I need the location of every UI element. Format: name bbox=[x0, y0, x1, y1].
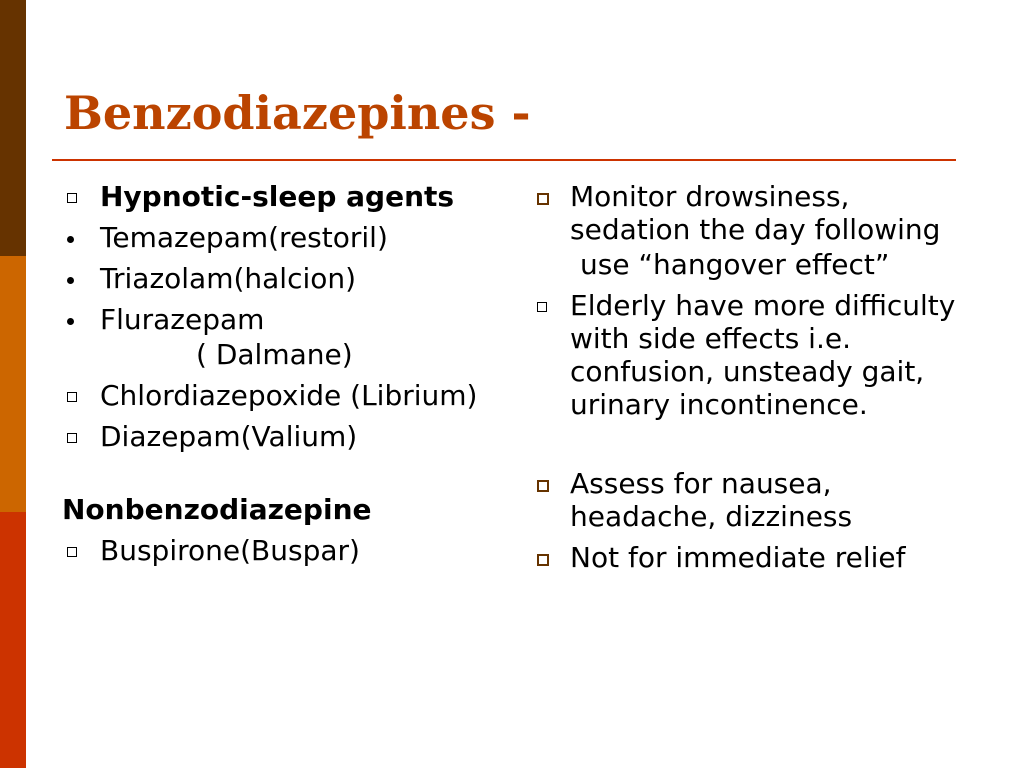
list-item-text: Buspirone(Buspar) bbox=[100, 534, 360, 567]
list-item-text: Elderly have more difficulty with side effects i.e. confusion, unsteady gait, urinary incontinence. bbox=[570, 289, 956, 421]
square-bullet-icon bbox=[67, 193, 77, 203]
slide-title: Benzodiazepines - bbox=[64, 86, 531, 140]
list-item-temazepam bbox=[62, 221, 482, 254]
list-item-flurazepam bbox=[62, 303, 482, 336]
square-bullet-icon bbox=[537, 480, 549, 492]
flurazepam-brand-note bbox=[62, 338, 482, 371]
list-item-assess-nausea bbox=[532, 467, 972, 533]
side-bar-segment-top bbox=[0, 0, 26, 256]
list-item-not-immediate bbox=[532, 541, 972, 574]
list-item-text: use “hangover effect” bbox=[580, 248, 890, 281]
list-item-text: ( Dalmane) bbox=[196, 338, 353, 371]
square-bullet-icon bbox=[537, 193, 549, 205]
side-bar-segment-middle bbox=[0, 256, 26, 512]
hangover-effect-note bbox=[532, 248, 972, 281]
nonbenzodiazepine-heading: Nonbenzodiazepine bbox=[62, 493, 372, 526]
list-item-diazepam bbox=[62, 420, 482, 453]
dot-bullet-icon bbox=[67, 277, 74, 284]
dot-bullet-icon bbox=[67, 318, 74, 325]
list-item-elderly bbox=[532, 289, 972, 421]
list-item-text: Monitor drowsiness, sedation the day following bbox=[570, 180, 941, 246]
spacer bbox=[62, 461, 482, 493]
list-item-text: Diazepam(Valium) bbox=[100, 420, 358, 453]
list-item-text: Hypnotic-sleep agents bbox=[100, 180, 455, 213]
list-item-triazolam bbox=[62, 262, 482, 295]
list-item-hypnotic-heading bbox=[62, 180, 482, 213]
list-item-text: Assess for nausea, headache, dizziness bbox=[570, 467, 853, 533]
dot-bullet-icon bbox=[67, 236, 74, 243]
square-bullet-icon bbox=[537, 302, 547, 312]
title-divider bbox=[52, 159, 956, 161]
list-item-text: Triazolam(halcion) bbox=[100, 262, 357, 295]
list-item-text: Temazepam(restoril) bbox=[100, 221, 388, 254]
spacer bbox=[532, 429, 972, 467]
list-item-text: Chlordiazepoxide (Librium) bbox=[100, 379, 478, 412]
side-bar-segment-bottom bbox=[0, 512, 26, 768]
list-item-chlordiazepoxide bbox=[62, 379, 482, 412]
square-bullet-icon bbox=[67, 392, 77, 402]
square-bullet-icon bbox=[67, 547, 77, 557]
list-item-buspirone bbox=[62, 534, 482, 567]
list-item-text: Not for immediate relief bbox=[570, 541, 906, 574]
left-column bbox=[62, 180, 482, 575]
right-column bbox=[532, 180, 972, 582]
decorative-side-bar bbox=[0, 0, 26, 768]
list-item-monitor-drowsiness bbox=[532, 180, 972, 246]
square-bullet-icon bbox=[537, 554, 549, 566]
list-item-text: Flurazepam bbox=[100, 303, 265, 336]
square-bullet-icon bbox=[67, 433, 77, 443]
